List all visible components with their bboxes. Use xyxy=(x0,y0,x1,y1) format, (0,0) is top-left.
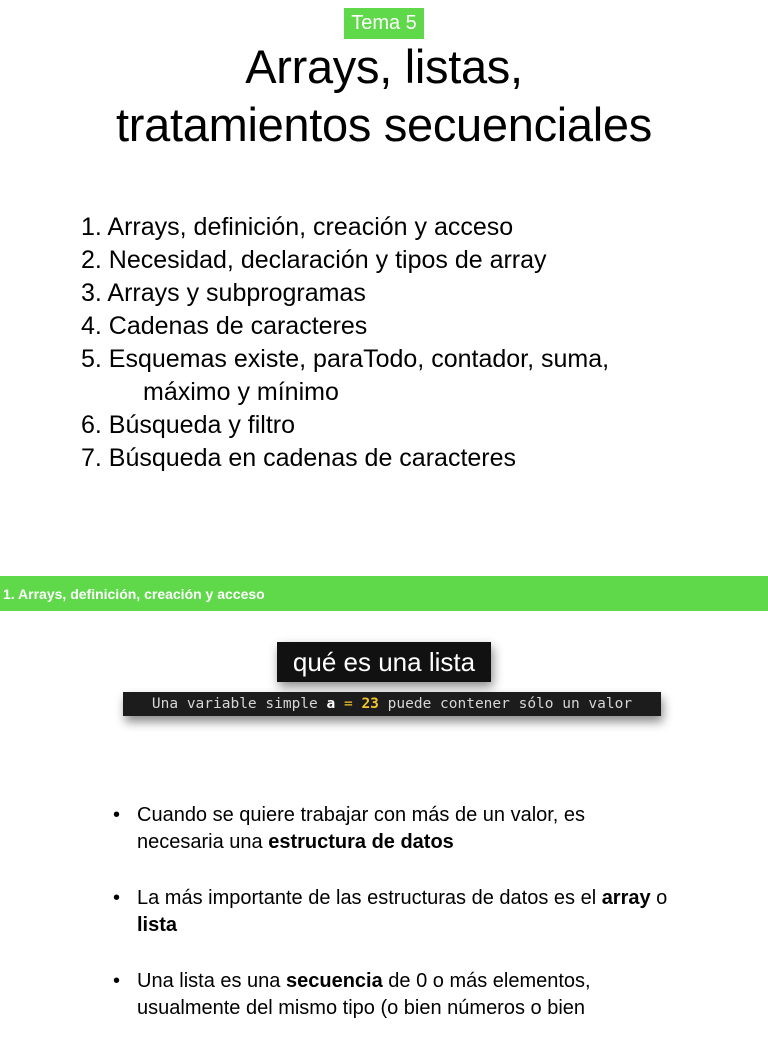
title-line-2: tratamientos secuenciales xyxy=(116,98,652,151)
toc-continuation-text: máximo y mínimo xyxy=(143,378,339,406)
code-number: 23 xyxy=(361,696,379,712)
toc-item: 2. Necesidad, declaración y tipos de array xyxy=(81,246,547,274)
toc-item: 5. Esquemas existe, paraTodo, contador, suma, xyxy=(81,345,610,373)
bullet-list xyxy=(113,802,673,1051)
slide-heading: qué es una lista xyxy=(277,642,491,682)
bullet-text: Una lista es una xyxy=(137,970,286,992)
toc-item: 3. Arrays y subprogramas xyxy=(81,279,366,307)
toc-item: 7. Búsqueda en cadenas de caracteres xyxy=(81,444,517,472)
bullet-text: Cuando se quiere trabajar con más de un valor, es necesaria una xyxy=(137,804,586,853)
toc-item: 6. Búsqueda y filtro xyxy=(81,411,296,439)
bullet-bold-text: secuencia xyxy=(285,970,383,992)
table-of-contents xyxy=(81,211,609,475)
topic-tag: Tema 5 xyxy=(344,8,424,39)
section-header: 1. Arrays, definición, creación y acceso xyxy=(0,576,768,611)
code-variable: a xyxy=(326,696,336,712)
bullet-bold-text: array xyxy=(601,887,651,909)
bullet-text: La más importante de las estructuras de datos es el xyxy=(137,887,602,909)
slide-content xyxy=(0,576,768,1024)
bullet-text-end: de 0 o más elementos, usualmente del mismo tipo (o bien números o bien xyxy=(137,970,591,1019)
bullet-item xyxy=(113,885,673,939)
bullet-icon: • xyxy=(113,970,121,992)
page-title xyxy=(0,38,768,154)
code-operator: = xyxy=(335,696,362,712)
bullet-bold-text: estructura de datos xyxy=(268,831,454,853)
bullet-item xyxy=(113,802,673,856)
title-line-1: Arrays, listas, xyxy=(245,40,523,93)
bullet-item xyxy=(113,968,673,1022)
bullet-text-mid: o xyxy=(650,887,668,909)
code-suffix: puede contener sólo un valor xyxy=(378,696,633,712)
toc-item: 4. Cadenas de caracteres xyxy=(81,312,368,340)
toc-item: 1. Arrays, definición, creación y acceso xyxy=(81,213,514,241)
toc-item-continuation xyxy=(81,376,609,409)
code-prefix: Una variable simple xyxy=(151,696,327,712)
code-snippet xyxy=(123,692,661,716)
bullet-icon: • xyxy=(113,887,121,909)
bullet-bold-text-2: lista xyxy=(137,914,178,936)
bullet-icon: • xyxy=(113,804,121,826)
